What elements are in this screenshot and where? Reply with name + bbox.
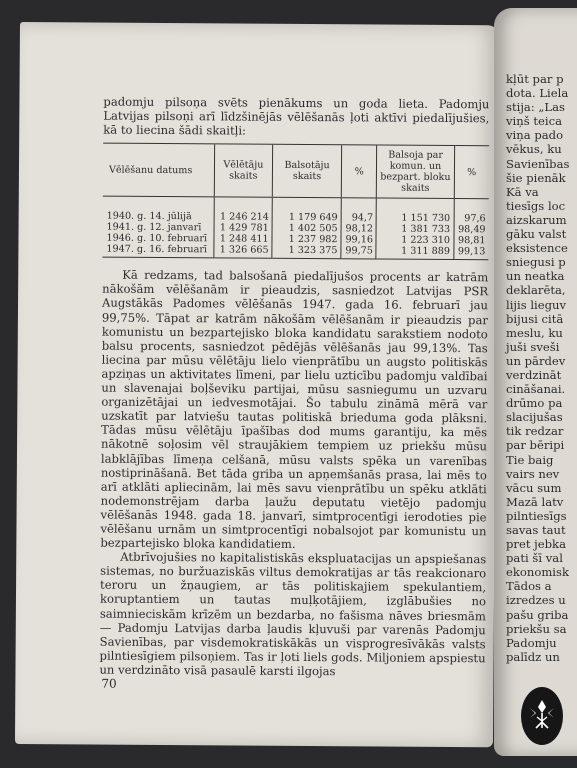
- next-page-line: slacijušas: [506, 410, 563, 425]
- next-page-line: vēkus, ku: [506, 142, 562, 157]
- next-page-line: par bēripi: [506, 438, 565, 453]
- next-page-line: priekšu sa: [506, 621, 567, 636]
- next-page-line: izredzes u: [506, 593, 566, 608]
- table-header: %: [341, 145, 377, 198]
- next-page-line: un neatka: [506, 269, 565, 284]
- table-header: Balsoja par komun. un bezpart. bloku skaits: [377, 145, 454, 199]
- table-row: [102, 244, 488, 260]
- next-page-text: [506, 72, 569, 664]
- next-page-line: cināšanai.: [506, 382, 566, 397]
- watermark-logo-icon: [520, 686, 564, 746]
- next-page-line: pati šī val: [506, 551, 563, 566]
- next-page-line: Mazā latv: [506, 494, 564, 509]
- next-page-line: aizskarum: [506, 212, 567, 227]
- table-cell: 98,81: [453, 235, 488, 246]
- next-page-line: Kā va: [506, 184, 539, 199]
- next-page-line: stija: „Las: [506, 100, 565, 115]
- table-header-row: [103, 143, 489, 199]
- table-header: Vēlētāju skaits: [214, 144, 273, 197]
- next-page-line: gāku valst: [506, 227, 567, 242]
- next-page-line: dota. Liela: [506, 86, 569, 101]
- table-cell: 1 179 649: [272, 198, 341, 224]
- table-cell: 94,7: [341, 198, 377, 224]
- table-cell: 1 323 375: [272, 245, 341, 259]
- table-header: Balsotāju skaits: [272, 145, 341, 198]
- table-cell: 1 402 505: [272, 223, 341, 234]
- table-cell: 98,12: [341, 224, 376, 235]
- paragraph-election-results: Kā redzams, tad balsošanā piedalījušos procents ar katrām nākošām vēlēšanām ir pieaudzis, sasniedzot Latvijas PSR Augstākās Padomes vēlēšanās 1947. gada 16. februarī jau 99,75%. Tāpat ar katrām nākošām vēlēšanām ir pieaudzis par komunistu un bezpartejisko bloka kandidatu sarakstiem nodoto balsu procents, sasniedzot pēdējās vēlēšanās jau 99,13%. Tas liecina par mūsu vēlētāju lielo vienprātību un augsto politiskās apziņas un aktivitates līmeni, par lielu uzticību padomju valdībai un slavenajai boļševiku partijai, mūsu sasniegumu un uzvaru organizētājai un iedvesmotājai. Šo tabulu zināmā mērā var uzskatīt par latviešu tautas politiskā brieduma goda plāksni. Tādas mūsu vēlētāju īpašības dod mums garantiju, ka mēs nākotnē soļosim vēl straujākiem tempiem uz priekšu mūsu labklājības līmeņa celšanā, mūsu valsts spēka un varenības nostiprināšanā. Bet tāda griba un apņemšanās prasa, lai mēs to arī atklāti apliecinām, lai mēs savu vienprātību un spēku atklāti nodemonstrējam darba ļaužu deputatu vietējo padomju vēlēšanās 1948. gada 18. janvarī, simtprocentīgi ierodoties pie vēlēšanu urnām un simtprocentīgi nobalsojot par komunistu un bezpartejisko bloka kandidatiem.: [100, 268, 489, 551]
- next-page-line: drūmo pa: [506, 396, 563, 411]
- paragraph-liberation: Atbrīvojušies no kapitalistiskās ekspluatacijas un apspiešanas sistemas, no buržuaziskās viltus demokratijas ar tās reakcionaro teroru un žņaugiem, ar tās politiskajiem spekulantiem, koruptantiem un tautas muļķotājiem, izglābušies no saimnieciskām krīzēm un bezdarba, no fašisma nāves briesmām — Padomju Latvijas darba ļaudis kļuvuši par varenās Padomju Savienības, par visdemokratiskākās un visprogresīvākās valsts pilntiesīgiem pilsoņiem. Tas ir ļoti liels gods. Miljoniem apspiestu un verdzināto visā pasaulē karsti ilgojas: [99, 549, 487, 679]
- table-cell: 1941. g. 12. janvarī: [106, 221, 202, 234]
- next-page-line: šie pienāk: [506, 170, 566, 185]
- table-cell: 1 151 730: [377, 198, 454, 224]
- table-cell: 1940. g. 14. jūlijā: [106, 210, 192, 223]
- next-page-line: eksistence: [506, 241, 568, 256]
- table-cell: 1 429 781: [214, 223, 273, 234]
- next-page-line: Savienības: [506, 156, 570, 171]
- next-page-line: tik redzar: [506, 424, 564, 439]
- next-page-line: Tie baig: [506, 452, 554, 467]
- table-cell: 99,13: [453, 246, 488, 260]
- table-cell: 1 248 411: [214, 234, 273, 245]
- next-page-line: pilntiesīgs: [506, 508, 567, 523]
- election-table: [102, 143, 489, 261]
- table-cell: 1 381 733: [376, 224, 453, 236]
- table-header: Vēlēšanu datums: [103, 143, 214, 197]
- table-cell: 1 223 310: [376, 235, 453, 247]
- page-content: [99, 95, 489, 680]
- table-cell: 1 237 982: [272, 234, 341, 245]
- table-cell: 98,49: [454, 224, 489, 235]
- next-page-line: sniegusi p: [506, 255, 566, 270]
- next-page-line: deklarēta,: [506, 283, 566, 298]
- next-page-line: viņš teica: [506, 114, 562, 129]
- next-page-line: verdzināt: [506, 367, 562, 382]
- table-cell: 97,6: [454, 199, 489, 225]
- next-page-line: pret jebka: [506, 537, 566, 552]
- next-page-line: Tādos a: [506, 579, 552, 594]
- next-page-line: vācu sum: [506, 480, 562, 495]
- next-page-line: savas taut: [506, 523, 566, 537]
- book-page-left: [15, 22, 498, 747]
- next-page-line: pašu griba: [506, 607, 569, 622]
- next-page-line: tiesīgs loc: [506, 198, 566, 213]
- next-page-line: kļūt par p: [506, 72, 564, 86]
- table-row: [103, 196, 489, 224]
- next-page-line: un pārdev: [506, 353, 566, 368]
- paragraph-intro: padomju pilsoņa svēts pienākums un goda lieta. Padomju Latvijas pilsoņi arī līdzšinējās vēlēšanās ļoti aktīvi piedalījušies, kā to liecina šādi skaitļi:: [103, 94, 490, 138]
- book-page-right: [494, 8, 577, 756]
- next-page-line: meslu, ku: [506, 325, 563, 340]
- next-page-line: viņa pado: [506, 128, 564, 143]
- table-cell: 1946. g. 10. februarī: [106, 232, 208, 245]
- table-cell: 1 246 214: [214, 197, 273, 223]
- table-cell: 99,75: [341, 246, 377, 260]
- table-cell: 1947. g. 16. februarī: [102, 244, 213, 258]
- table-header: %: [454, 146, 489, 199]
- next-page-line: vairs nev: [506, 466, 560, 481]
- next-page-line: ekonomisk: [506, 565, 569, 580]
- table-cell: 1 311 889: [376, 246, 453, 260]
- next-page-line: juši sveši: [506, 339, 560, 354]
- next-page-line: bijusi citā: [506, 311, 564, 326]
- next-page-line: Padomju: [506, 635, 557, 650]
- table-cell: 99,16: [341, 235, 376, 246]
- page-number: 70: [101, 676, 117, 691]
- table-cell: 1 326 665: [213, 245, 272, 259]
- next-page-line: lijis lieguv: [506, 297, 567, 312]
- next-page-line: palīdz un: [506, 649, 560, 664]
